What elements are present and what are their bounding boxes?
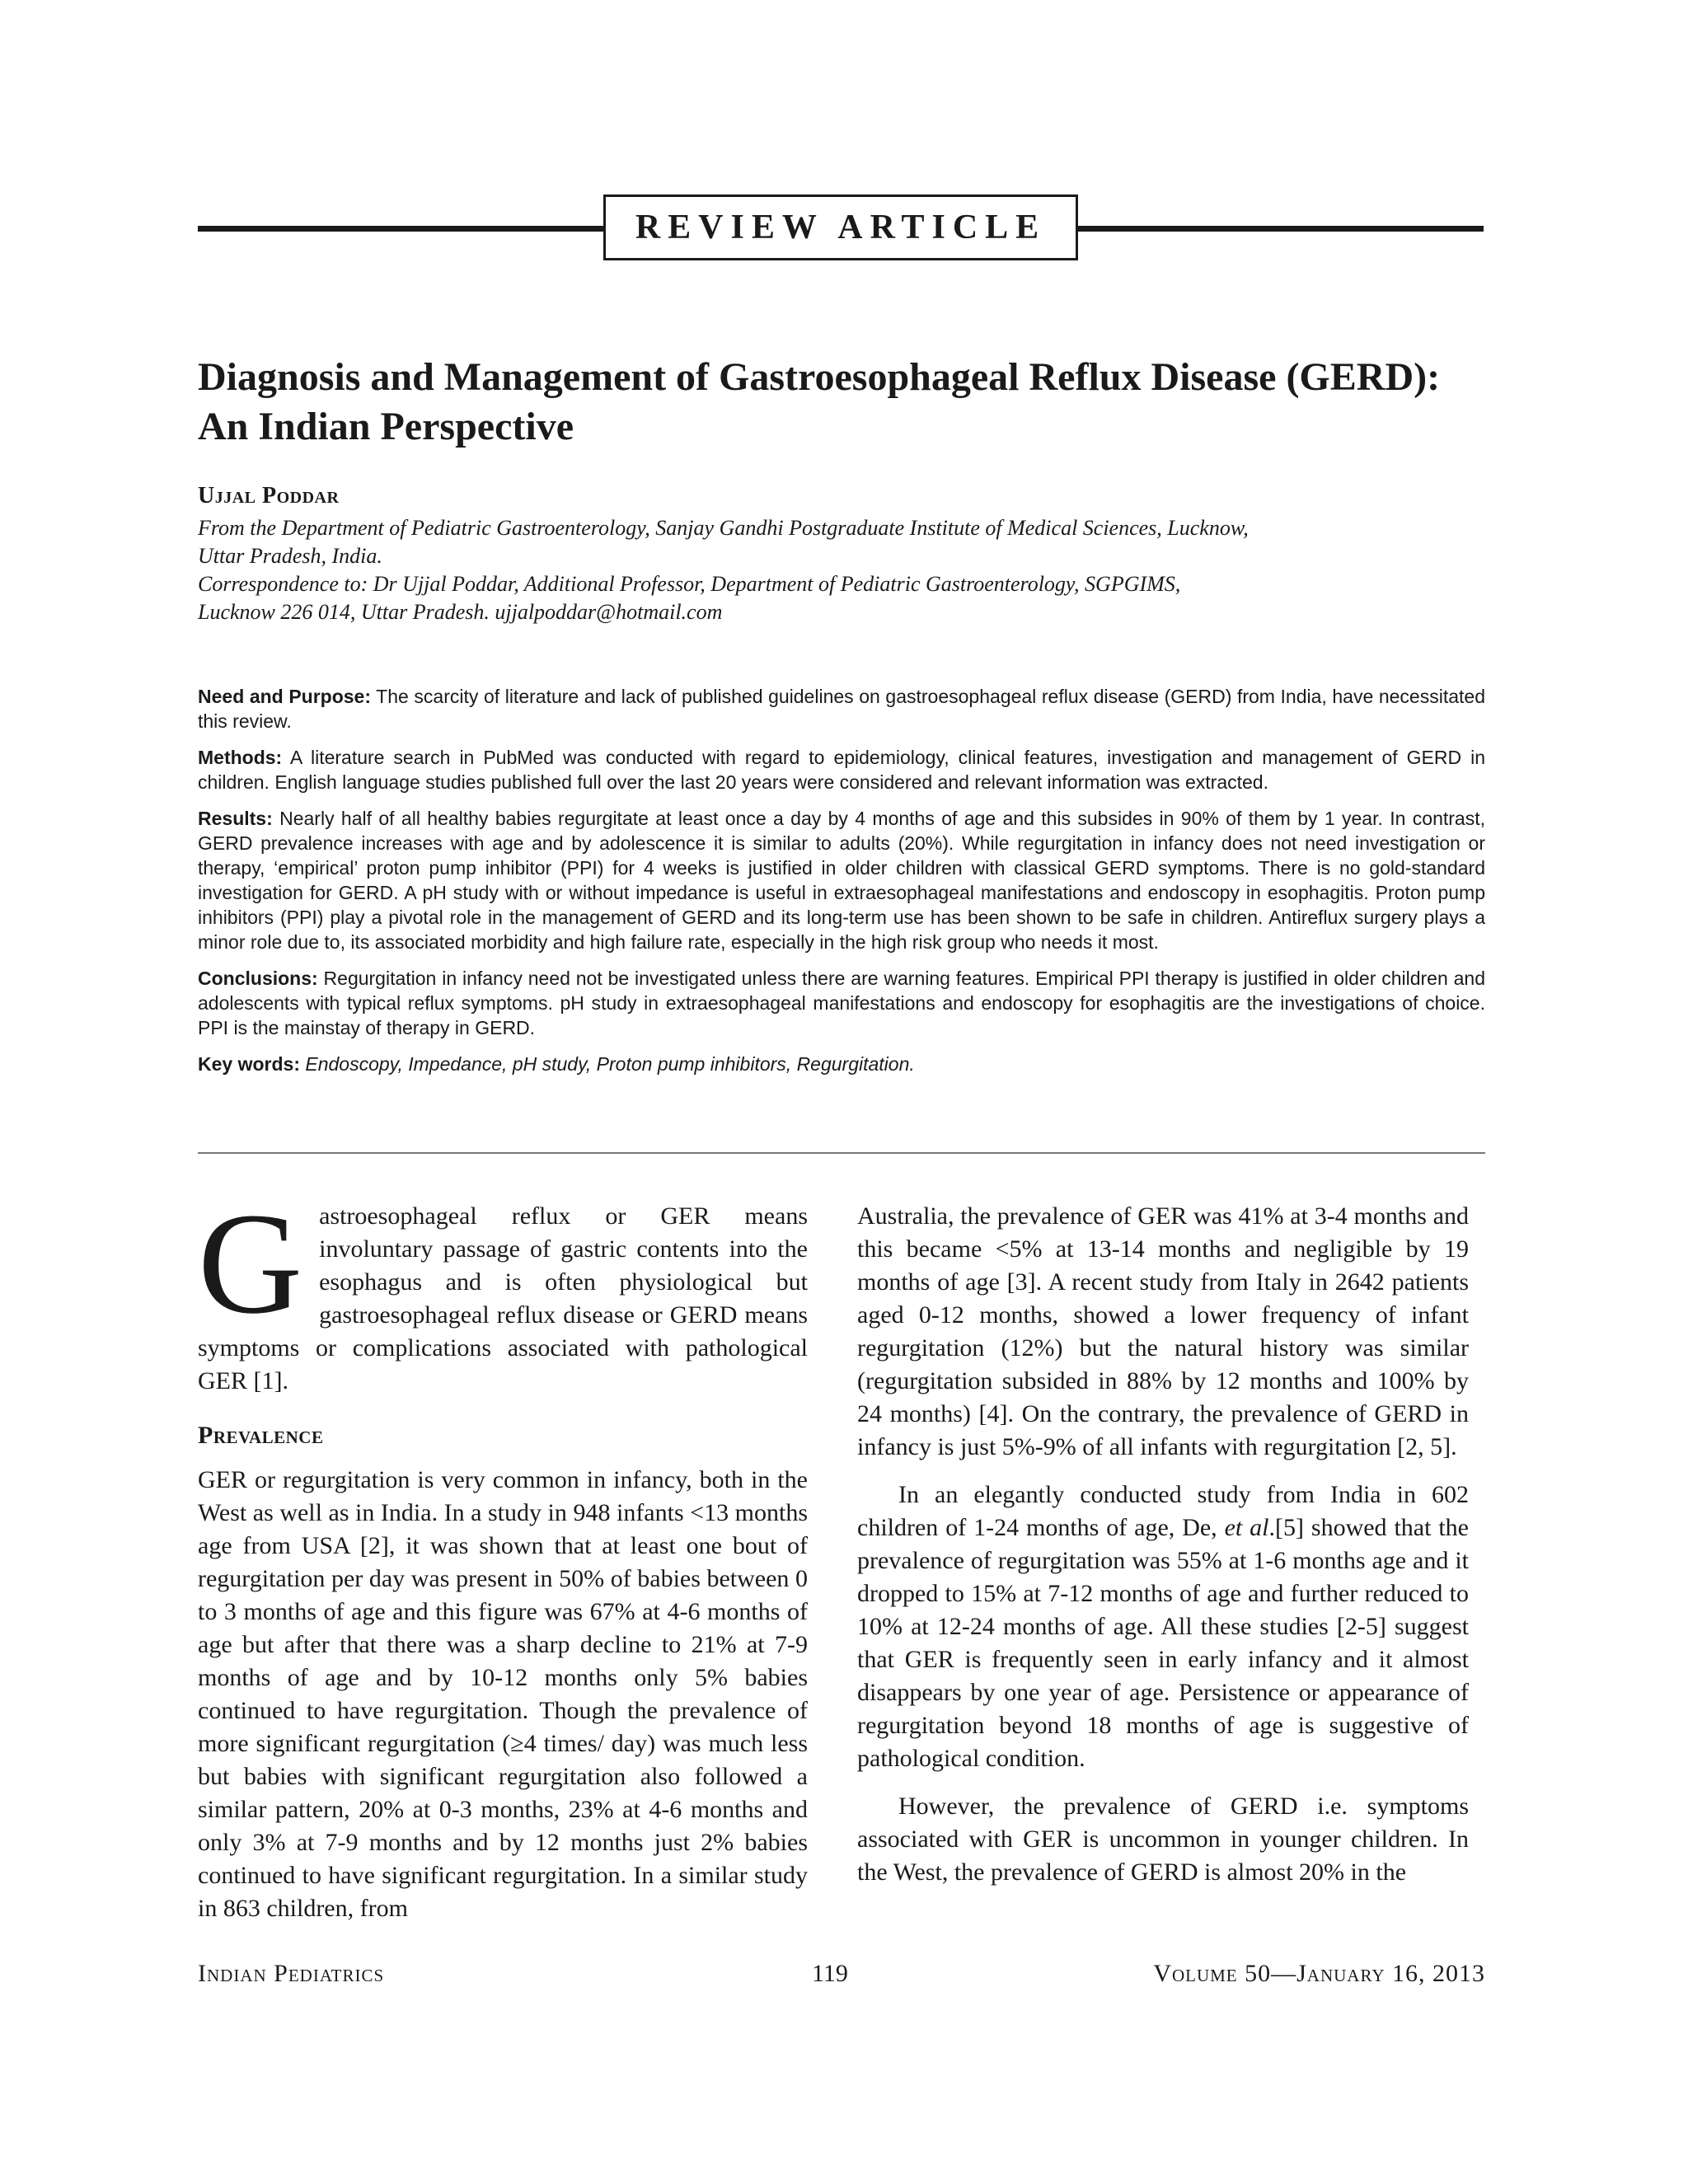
volume-date: Volume 50—January 16, 2013 xyxy=(1153,1960,1485,1987)
abstract xyxy=(198,684,1485,1088)
prevalence-paragraph: GER or regurgitation is very common in infancy, both in the West as well as in India. In a study in 948 infants <13 months age from USA [2], it was shown that at least one bout of regurgitation per day was present in 50% of babies between 0 to 3 months of age and this figure was 67% at 4-6 months of age but after that there was a sharp decline to 21% at 7-9 months of age and by 10-12 months only 5% babies continued to have regurgitation. Though the prevalence of more significant regurgitation (≥4 times/ day) was much less but babies with significant regurgitation also followed a similar pattern, 20% at 0-3 months, 23% at 4-6 months and only 3% at 7-9 months and by 12 months just 2% babies continued to have significant regurgitation. In a similar study in 863 children, from xyxy=(198,1466,808,1922)
abstract-divider xyxy=(198,1152,1485,1154)
affiliation-line-2: Uttar Pradesh, India. xyxy=(198,544,382,568)
abstract-methods-label: Methods: xyxy=(198,747,283,768)
page-number: 119 xyxy=(812,1960,848,1987)
body-column-right xyxy=(857,1200,1469,1889)
banner-box xyxy=(603,194,1078,260)
abstract-conclusions xyxy=(198,966,1485,1040)
banner-rule-left xyxy=(198,226,603,232)
drop-cap: G xyxy=(198,1183,303,1344)
body-column-left xyxy=(198,1183,808,1925)
abstract-need xyxy=(198,684,1485,733)
abstract-keywords-label: Key words: xyxy=(198,1053,300,1075)
abstract-need-text: The scarcity of literature and lack of published guidelines on gastroesophageal reflux disease (GERD) from India, have necessitated this review. xyxy=(198,686,1485,732)
author-name: Ujjal Poddar xyxy=(198,483,340,509)
correspondence-line-2: Lucknow 226 014, Uttar Pradesh. ujjalpoddar@hotmail.com xyxy=(198,600,723,624)
right-p2-text-a: In an elegantly conducted study from India in 602 children of 1-24 months of age, De, xyxy=(857,1481,1469,1541)
article-type-banner xyxy=(198,194,1484,264)
affiliation-line-1: From the Department of Pediatric Gastroenterology, Sanjay Gandhi Postgraduate Institute of Medical Sciences, Lucknow, xyxy=(198,516,1249,540)
right-paragraph-2 xyxy=(857,1479,1469,1775)
abstract-results-text: Nearly half of all healthy babies regurgitate at least once a day by 4 months of age and this subsides in 90% of them by 1 year. In contrast, GERD prevalence increases with age and by adolescence it is similar to adults (20%). While regurgitation in infancy does not need investigation or therapy, ‘empirical’ proton pump inhibitor (PPI) for 4 weeks is justified in older children with classical GERD symptoms. There is no gold-standard investigation for GERD. A pH study with or without impedance is useful in extraesophageal manifestations and endoscopy in esophagitis. Proton pump inhibitors (PPI) play a pivotal role in the management of GERD and its long-term use has been shown to be safe in children. Antireflux surgery plays a minor role due to, its associated morbidity and high failure rate, especially in the high risk group who needs it most. xyxy=(198,808,1485,953)
abstract-keywords-text: Endoscopy, Impedance, pH study, Proton pump inhibitors, Regurgitation. xyxy=(299,1053,915,1075)
abstract-keywords xyxy=(198,1052,1485,1076)
journal-name: Indian Pediatrics xyxy=(198,1960,385,1987)
title-line-2: An Indian Perspective xyxy=(198,405,574,448)
right-p2-text-b: .[5] showed that the prevalence of regurgitation was 55% at 1-6 months age and it dropped to 15% at 7-12 months of age and further reduced to 10% at 12-24 months of age. All these studies [2-5] suggest that GER is frequently seen in early infancy and it almost disappears by one year of age. Persistence or appearance of regurgitation beyond 18 months of age is suggestive of pathological condition. xyxy=(857,1514,1469,1772)
section-heading-prevalence: Prevalence xyxy=(198,1422,324,1449)
affiliation xyxy=(198,514,1517,626)
abstract-methods xyxy=(198,745,1485,794)
abstract-need-label: Need and Purpose: xyxy=(198,686,371,707)
abstract-methods-text: A literature search in PubMed was conducted with regard to epidemiology, clinical features, investigation and management of GERD in children. English language studies published full over the last 20 years were considered and relevant information was extracted. xyxy=(198,747,1485,793)
abstract-results-label: Results: xyxy=(198,808,273,829)
abstract-results xyxy=(198,806,1485,954)
abstract-conclusions-text: Regurgitation in infancy need not be investigated unless there are warning features. Empirical PPI therapy is justified in older children and adolescents with typical reflux symptoms. pH study in extraesophageal manifestations and endoscopy for esophagitis are the investigations of choice. PPI is the mainstay of therapy in GERD. xyxy=(198,968,1485,1038)
banner-rule-right xyxy=(1078,226,1484,232)
intro-text: astroesophageal reflux or GER means involuntary passage of gastric contents into the esophagus and is often physiological but gastroesophageal reflux disease or GERD means symptoms or complications associated with pathological GER [1]. xyxy=(198,1202,808,1394)
right-p2-etal: et al xyxy=(1224,1514,1269,1541)
banner-label: REVIEW ARTICLE xyxy=(635,209,1047,246)
title-line-1: Diagnosis and Management of Gastroesophageal Reflux Disease (GERD): xyxy=(198,355,1441,399)
right-paragraph-3: However, the prevalence of GERD i.e. symptoms associated with GER is uncommon in younger children. In the West, the prevalence of GERD is almost 20% in the xyxy=(857,1793,1469,1886)
page-footer xyxy=(198,1960,1485,1993)
abstract-conclusions-label: Conclusions: xyxy=(198,968,318,989)
right-paragraph-1: Australia, the prevalence of GER was 41% at 3-4 months and this became <5% at 13-14 months and negligible by 19 months of age [3]. A recent study from Italy in 2642 patients aged 0-12 months, showed a lower frequency of infant regurgitation (12%) but the natural history was similar (regurgitation subsided in 88% by 12 months and 100% by 24 months) [4]. On the contrary, the prevalence of GERD in infancy is just 5%-9% of all infants with regurgitation [2, 5]. xyxy=(857,1202,1469,1460)
intro-paragraph xyxy=(198,1183,808,1398)
correspondence-line-1: Correspondence to: Dr Ujjal Poddar, Additional Professor, Department of Pediatric Gastroenterology, SGPGIMS, xyxy=(198,572,1181,596)
article-title xyxy=(198,353,1492,452)
